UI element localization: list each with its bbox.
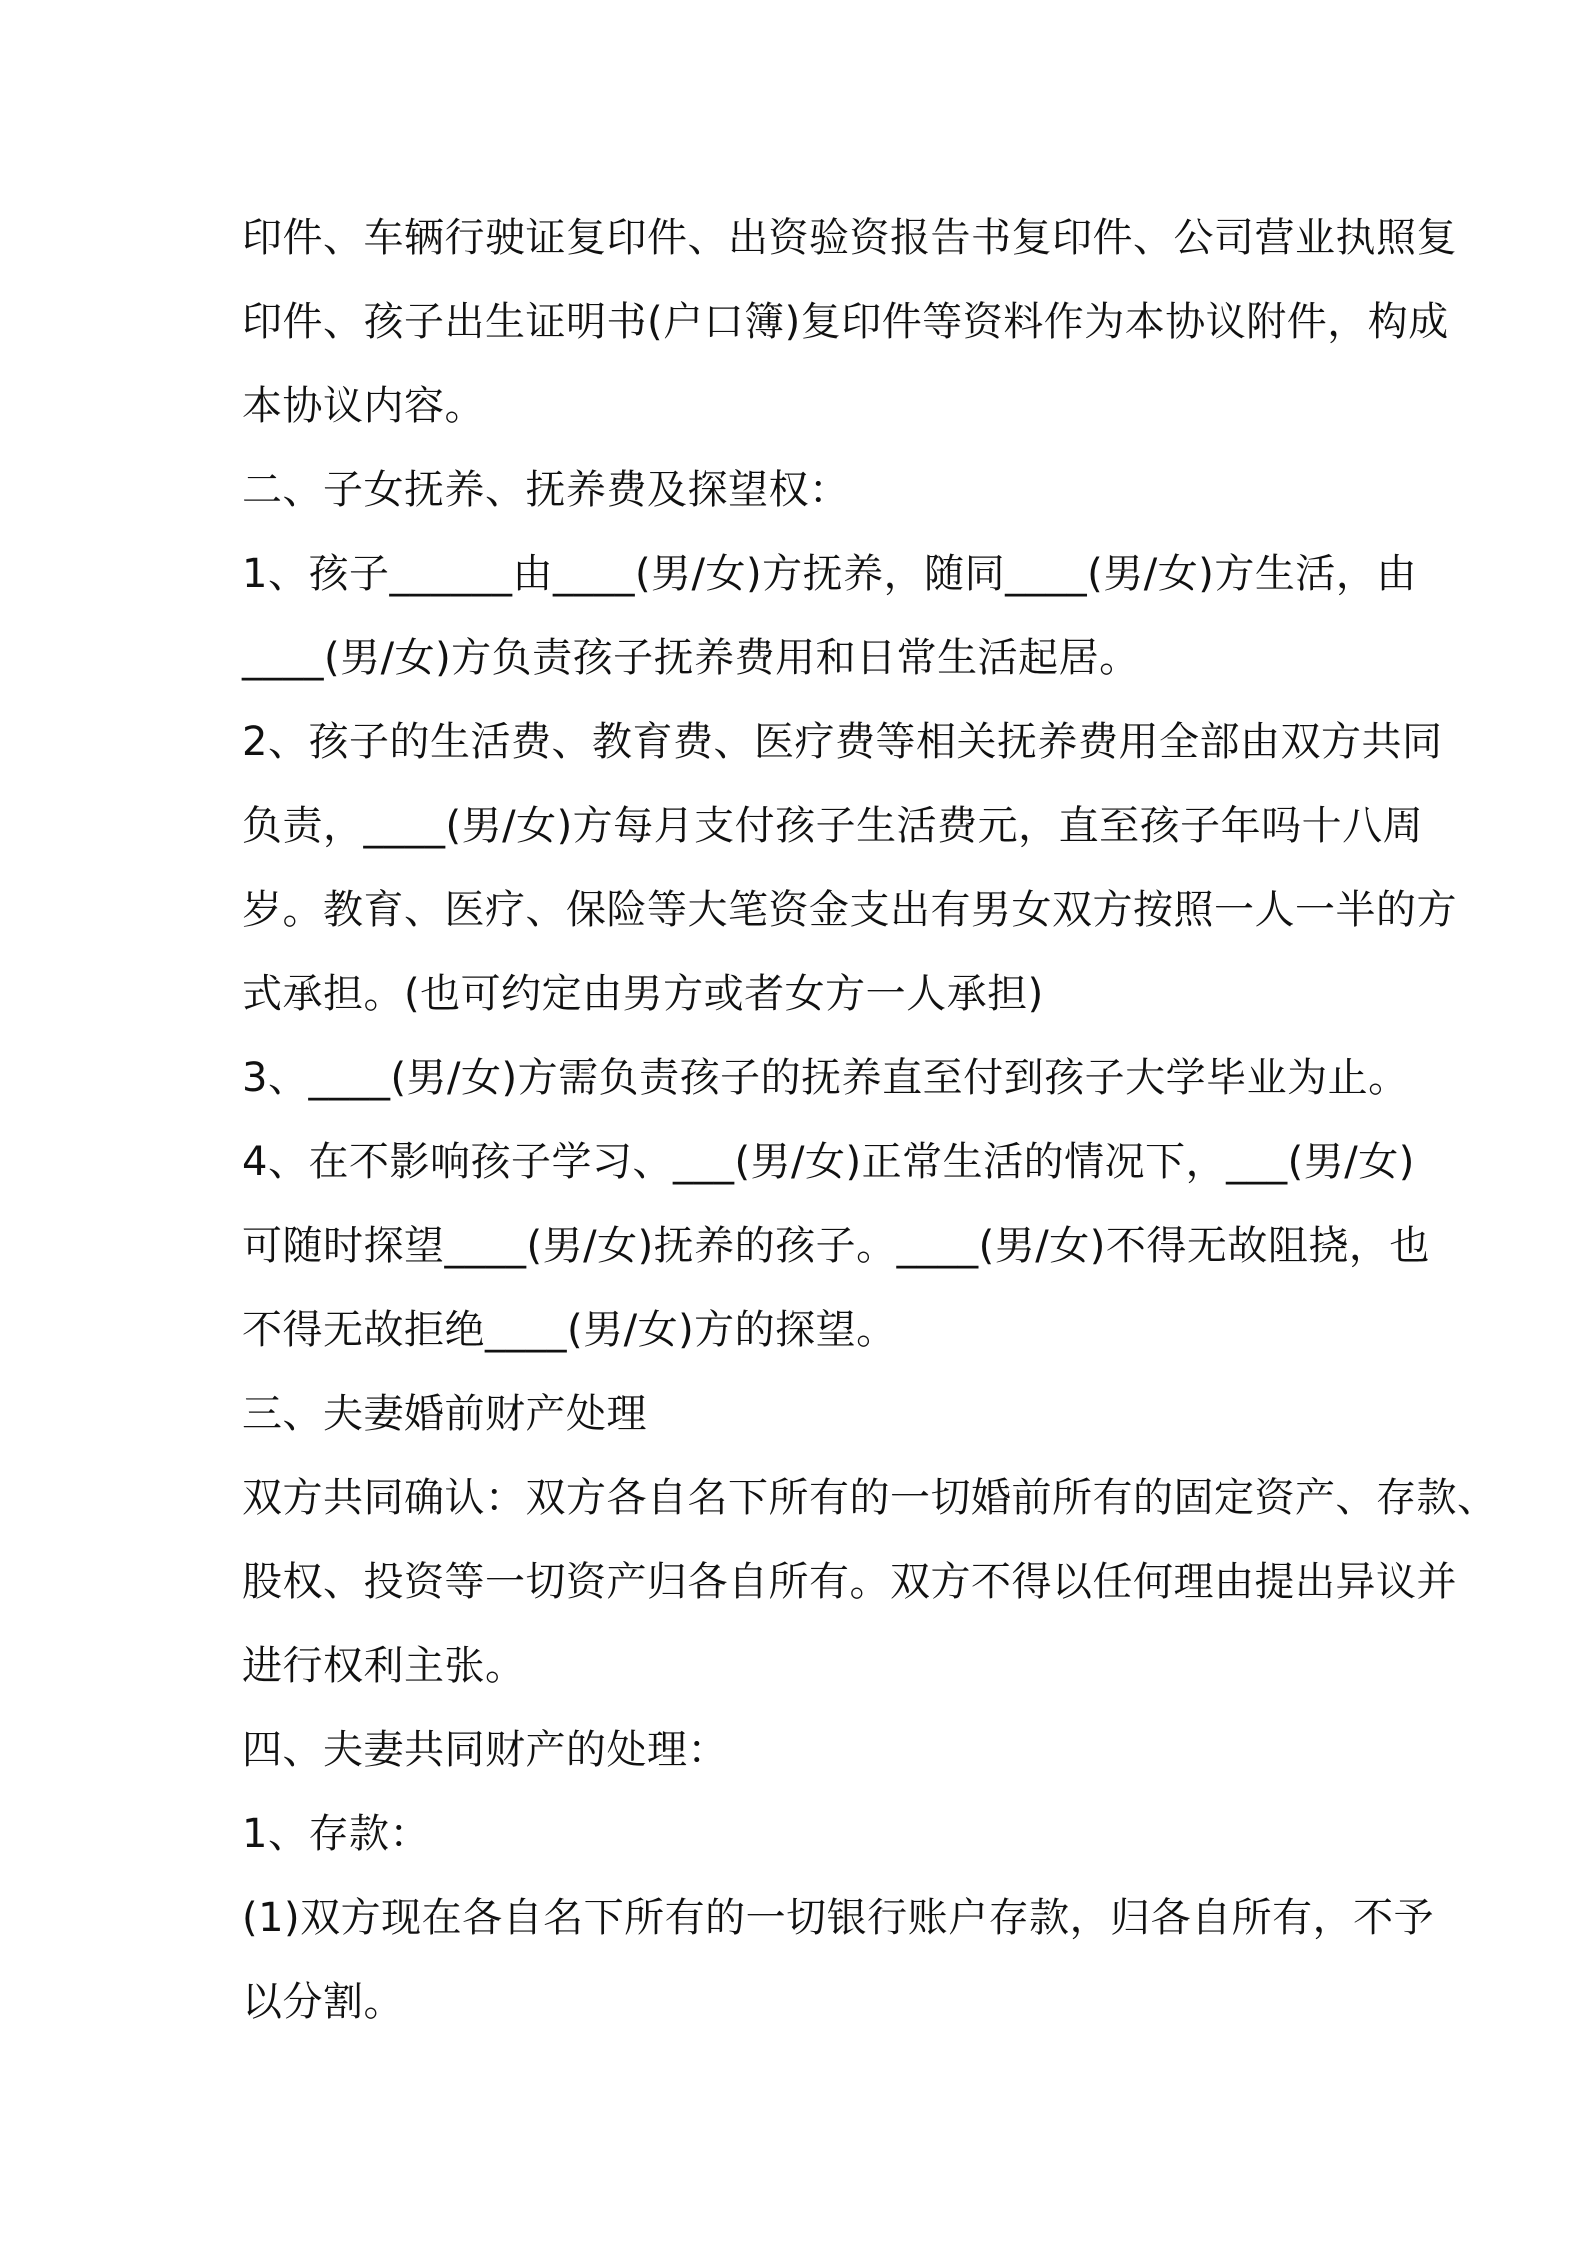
text-line: 印件、孩子出生证明书(户口簿)复印件等资料作为本协议附件，构成 [242, 299, 1449, 345]
text-line: 不得无故拒绝____(男/女)方的探望。 [242, 1307, 897, 1353]
section-heading: 四、夫妻共同财产的处理： [242, 1727, 728, 1773]
text-line: 负责，____(男/女)方每月支付孩子生活费元，直至孩子年吗十八周 [242, 803, 1424, 849]
text-line: 本协议内容。 [242, 383, 485, 429]
text-line: 印件、车辆行驶证复印件、出资验资报告书复印件、公司营业执照复 [242, 215, 1457, 261]
text-line: 可随时探望____(男/女)抚养的孩子。____(男/女)不得无故阻挠，也 [242, 1223, 1430, 1269]
text-line: 双方共同确认：双方各自名下所有的一切婚前所有的固定资产、存款、 [242, 1475, 1498, 1521]
text-line: 进行权利主张。 [242, 1643, 526, 1689]
text-line: 岁。教育、医疗、保险等大笔资金支出有男女双方按照一人一半的方 [242, 887, 1457, 933]
text-line: 股权、投资等一切资产归各自所有。双方不得以任何理由提出异议并 [242, 1559, 1457, 1605]
text-line: 以分割。 [242, 1979, 404, 2025]
text-line: (1)双方现在各自名下所有的一切银行账户存款，归各自所有，不予 [242, 1895, 1435, 1941]
text-line: 4、在不影响孩子学习、___(男/女)正常生活的情况下，___(男/女) [242, 1139, 1415, 1185]
section-heading: 三、夫妻婚前财产处理 [242, 1391, 647, 1437]
document-body [242, 196, 1498, 2044]
text-line: ____(男/女)方负责孩子抚养费用和日常生活起居。 [242, 635, 1140, 681]
text-line: 式承担。(也可约定由男方或者女方一人承担) [242, 971, 1044, 1017]
section-heading: 二、子女抚养、抚养费及探望权： [242, 467, 850, 513]
text-line: 2、孩子的生活费、教育费、医疗费等相关抚养费用全部由双方共同 [242, 719, 1443, 765]
text-line: 3、____(男/女)方需负责孩子的抚养直至付到孩子大学毕业为止。 [242, 1055, 1409, 1101]
text-line: 1、孩子______由____(男/女)方抚养，随同____(男/女)方生活，由 [242, 551, 1417, 597]
text-line: 1、存款： [242, 1811, 430, 1857]
